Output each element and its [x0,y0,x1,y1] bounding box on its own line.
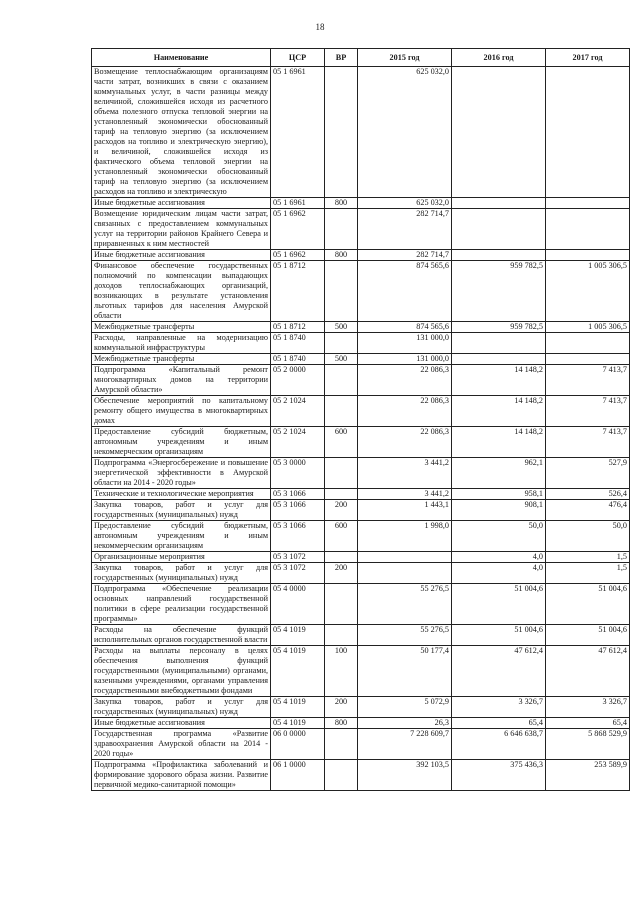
cell-2016: 47 612,4 [452,646,546,697]
cell-2015: 3 441,2 [358,458,452,489]
cell-vr [325,396,358,427]
table-row [92,427,630,458]
cell-csr: 05 1 6962 [271,209,325,250]
cell-2017: 1,5 [546,552,630,563]
cell-vr: 800 [325,718,358,729]
cell-name: Расходы на выплаты персоналу в целях обеспечения выполнения функций государственными (муниципальными) органами, казенными учреждениями, органами управления государственными внебюджетными фондами [92,646,271,697]
cell-2017 [546,354,630,365]
cell-name: Межбюджетные трансферты [92,354,271,365]
table-row [92,198,630,209]
cell-2016: 959 782,5 [452,261,546,322]
header-vr: ВР [325,49,358,67]
table-row [92,354,630,365]
cell-csr: 05 1 6962 [271,250,325,261]
cell-2015: 7 228 609,7 [358,729,452,760]
cell-vr: 800 [325,198,358,209]
cell-vr [325,729,358,760]
cell-2016: 3 326,7 [452,697,546,718]
cell-2016 [452,250,546,261]
cell-vr: 500 [325,354,358,365]
cell-name: Подпрограмма «Обеспечение реализации основных направлений государственной политики в сфере реализации государственной программы» [92,584,271,625]
cell-2017: 253 589,9 [546,760,630,791]
cell-2016: 6 646 638,7 [452,729,546,760]
cell-csr: 05 2 0000 [271,365,325,396]
cell-2015 [358,563,452,584]
cell-2017 [546,250,630,261]
cell-vr: 200 [325,697,358,718]
cell-vr: 500 [325,322,358,333]
cell-2016: 51 004,6 [452,625,546,646]
cell-vr: 800 [325,250,358,261]
cell-2016: 14 148,2 [452,427,546,458]
cell-2015: 1 998,0 [358,521,452,552]
cell-vr [325,261,358,322]
header-2016: 2016 год [452,49,546,67]
cell-name: Предоставление субсидий бюджетным, автономным учреждениям и иным некоммерческим организациям [92,521,271,552]
cell-vr [325,584,358,625]
cell-name: Иные бюджетные ассигнования [92,198,271,209]
cell-2017: 51 004,6 [546,625,630,646]
cell-2017: 7 413,7 [546,427,630,458]
cell-vr [325,365,358,396]
table-row [92,489,630,500]
cell-name: Расходы на обеспечение функций исполнительных органов государственной власти [92,625,271,646]
cell-csr: 05 4 1019 [271,625,325,646]
cell-2015: 3 441,2 [358,489,452,500]
cell-2015: 392 103,5 [358,760,452,791]
table-row [92,584,630,625]
cell-2016: 14 148,2 [452,396,546,427]
cell-csr: 05 1 8740 [271,354,325,365]
cell-2017: 1,5 [546,563,630,584]
cell-vr: 600 [325,427,358,458]
cell-vr: 200 [325,563,358,584]
cell-2016 [452,333,546,354]
cell-2015: 55 276,5 [358,625,452,646]
cell-2016: 4,0 [452,563,546,584]
table-header-row [92,49,630,67]
cell-name: Возмещение юридическим лицам части затрат, связанных с предоставлением коммунальных услуг на территории районов Крайнего Севера и приравненных к ним местностей [92,209,271,250]
table-row [92,322,630,333]
cell-2017 [546,67,630,198]
cell-name: Иные бюджетные ассигнования [92,718,271,729]
cell-2015: 1 443,1 [358,500,452,521]
cell-2016 [452,198,546,209]
table-row [92,333,630,354]
cell-2017: 1 005 306,5 [546,261,630,322]
cell-2015 [358,552,452,563]
cell-name: Возмещение теплоснабжающим организациям части затрат, возникших в связи с оказанием коммунальных услуг, в части разницы между величиной, сложившейся исходя из расчетного объема полезного отпуска тепловой энергии на установленный экономически обоснованный тариф на тепловую энергию (за исключением расходов на топливо и электрическую энергию), и величиной, сложившейся исходя из фактического объема тепловой энергии на установленный экономически обоснованный тариф на тепловую энергию (за исключением расходов на топливо и электрическую [92,67,271,198]
cell-csr: 05 3 1066 [271,489,325,500]
page-number: 18 [315,22,325,32]
cell-2015: 26,3 [358,718,452,729]
cell-name: Обеспечение мероприятий по капитальному ремонту общего имущества в многоквартирных домах [92,396,271,427]
cell-csr: 05 4 0000 [271,584,325,625]
cell-vr: 100 [325,646,358,697]
cell-vr [325,552,358,563]
cell-2017: 7 413,7 [546,396,630,427]
cell-2017 [546,333,630,354]
cell-2015: 131 000,0 [358,333,452,354]
cell-2017: 50,0 [546,521,630,552]
table-row [92,67,630,198]
header-2017: 2017 год [546,49,630,67]
cell-csr: 05 2 1024 [271,427,325,458]
cell-vr [325,458,358,489]
cell-2017: 526,4 [546,489,630,500]
cell-2016: 65,4 [452,718,546,729]
header-csr: ЦСР [271,49,325,67]
table-row [92,396,630,427]
cell-vr: 200 [325,500,358,521]
table-row [92,500,630,521]
table-body [92,67,630,791]
table-row [92,697,630,718]
cell-name: Подпрограмма «Профилактика заболеваний и формирование здорового образа жизни. Развитие первичной медико-санитарной помощи» [92,760,271,791]
cell-2015: 874 565,6 [358,261,452,322]
cell-2017: 5 868 529,9 [546,729,630,760]
cell-2016: 908,1 [452,500,546,521]
cell-2016: 959 782,5 [452,322,546,333]
cell-2015: 55 276,5 [358,584,452,625]
cell-2017: 7 413,7 [546,365,630,396]
cell-csr: 05 1 8712 [271,322,325,333]
cell-2015: 5 072,9 [358,697,452,718]
cell-2017: 476,4 [546,500,630,521]
table-row [92,563,630,584]
table-row [92,261,630,322]
cell-name: Закупка товаров, работ и услуг для государственных (муниципальных) нужд [92,697,271,718]
cell-name: Подпрограмма «Капитальный ремонт многоквартирных домов на территории Амурской области» [92,365,271,396]
cell-2015: 625 032,0 [358,67,452,198]
table-row [92,718,630,729]
cell-vr [325,333,358,354]
cell-name: Организационные мероприятия [92,552,271,563]
cell-csr: 05 4 1019 [271,697,325,718]
cell-2016: 375 436,3 [452,760,546,791]
cell-2017: 51 004,6 [546,584,630,625]
table-row [92,646,630,697]
cell-vr [325,625,358,646]
cell-2016: 958,1 [452,489,546,500]
cell-2016: 51 004,6 [452,584,546,625]
table-row [92,552,630,563]
cell-2016 [452,209,546,250]
cell-csr: 05 3 0000 [271,458,325,489]
table-row [92,250,630,261]
cell-vr [325,209,358,250]
cell-2017 [546,209,630,250]
table-row [92,209,630,250]
cell-2016 [452,67,546,198]
table-row [92,521,630,552]
cell-2017: 527,9 [546,458,630,489]
cell-2015: 131 000,0 [358,354,452,365]
header-name: Наименование [92,49,271,67]
cell-2017: 3 326,7 [546,697,630,718]
cell-2017: 1 005 306,5 [546,322,630,333]
cell-name: Подпрограмма «Энергосбережение и повышение энергетической эффективности в Амурской области на 2014 - 2020 годы» [92,458,271,489]
cell-csr: 05 3 1072 [271,552,325,563]
cell-csr: 05 3 1066 [271,500,325,521]
table-row [92,760,630,791]
cell-2015: 282 714,7 [358,209,452,250]
table-row [92,365,630,396]
cell-name: Закупка товаров, работ и услуг для государственных (муниципальных) нужд [92,563,271,584]
cell-name: Предоставление субсидий бюджетным, автономным учреждениям и иным некоммерческим организациям [92,427,271,458]
cell-name: Технические и технологические мероприятия [92,489,271,500]
cell-csr: 05 4 1019 [271,646,325,697]
cell-2015: 22 086,3 [358,365,452,396]
cell-2016: 4,0 [452,552,546,563]
cell-2016: 50,0 [452,521,546,552]
cell-2017 [546,198,630,209]
cell-csr: 05 4 1019 [271,718,325,729]
cell-2015: 282 714,7 [358,250,452,261]
cell-2015: 50 177,4 [358,646,452,697]
cell-csr: 06 0 0000 [271,729,325,760]
cell-vr [325,67,358,198]
cell-csr: 05 1 6961 [271,198,325,209]
table-row [92,458,630,489]
cell-name: Иные бюджетные ассигнования [92,250,271,261]
cell-2016 [452,354,546,365]
cell-name: Межбюджетные трансферты [92,322,271,333]
cell-csr: 05 1 8712 [271,261,325,322]
cell-csr: 06 1 0000 [271,760,325,791]
cell-name: Расходы, направленные на модернизацию коммунальной инфраструктуры [92,333,271,354]
cell-csr: 05 3 1066 [271,521,325,552]
cell-name: Государственная программа «Развитие здравоохранения Амурской области на 2014 - 2020 годы» [92,729,271,760]
cell-csr: 05 3 1072 [271,563,325,584]
cell-csr: 05 2 1024 [271,396,325,427]
table-row [92,729,630,760]
table-row [92,625,630,646]
header-2015: 2015 год [358,49,452,67]
cell-2015: 625 032,0 [358,198,452,209]
cell-2015: 874 565,6 [358,322,452,333]
cell-2016: 962,1 [452,458,546,489]
budget-table [91,48,630,791]
cell-2015: 22 086,3 [358,396,452,427]
cell-2016: 14 148,2 [452,365,546,396]
cell-name: Закупка товаров, работ и услуг для государственных (муниципальных) нужд [92,500,271,521]
cell-csr: 05 1 6961 [271,67,325,198]
cell-csr: 05 1 8740 [271,333,325,354]
cell-name: Финансовое обеспечение государственных полномочий по компенсации выпадающих доходов теплоснабжающих организаций, возникающих в результате установления льготных тарифов для населения Амурской области [92,261,271,322]
cell-vr [325,760,358,791]
cell-2015: 22 086,3 [358,427,452,458]
cell-2017: 47 612,4 [546,646,630,697]
cell-2017: 65,4 [546,718,630,729]
cell-vr: 600 [325,521,358,552]
cell-vr [325,489,358,500]
